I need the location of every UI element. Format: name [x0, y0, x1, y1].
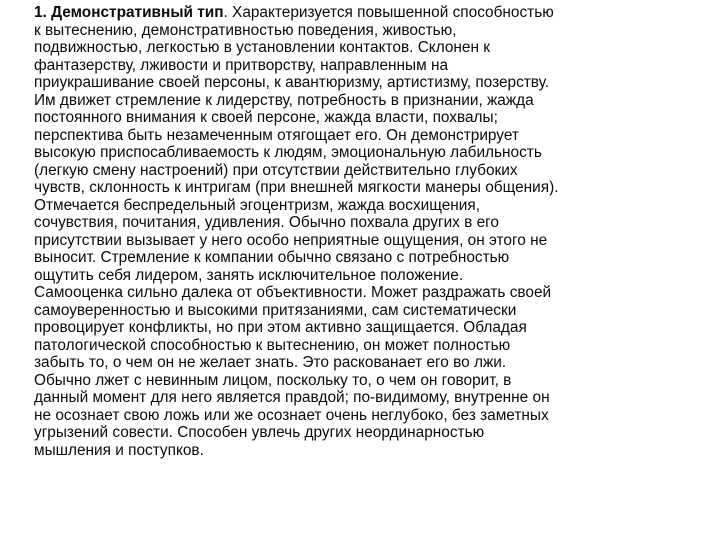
text-line-4: фантазерству, лживости и притворству, направленным на: [34, 56, 449, 74]
text-line-19: провоцирует конфликты, но при этом активно защищается. Обладая: [34, 319, 527, 336]
text-line-2: к вытеснению, демонстративностью поведения, живостью,: [34, 21, 457, 39]
text-line-17: Самооценка сильно далека от объективности. Может раздражать своей: [34, 284, 552, 301]
text-line-14: присутствии вызывает у него особо неприятные ощущения, он этого не: [34, 231, 548, 249]
text-line-13: сочувствия, почитания, удивления. Обычно похвала других в его: [34, 214, 499, 231]
text-line-10: (легкую смену настроений) при отсутствии действительно глубоких: [34, 161, 518, 179]
description-paragraph: [34, 4, 714, 459]
text-line-22: Обычно лжет с невинным лицом, поскольку то, о чем он говорит, в: [34, 371, 512, 389]
text-line-1: [34, 4, 714, 22]
text-line-21: забыть то, о чем он не желает знать. Это раскованает его во лжи.: [34, 354, 507, 371]
text-line-8: перспектива быть незамеченным отягощает его. Он демонстрирует: [34, 126, 519, 144]
text-line-18: самоуверенностью и высокими притязаниями, сам систематически: [34, 301, 517, 319]
text-line-26: мышления и поступков.: [34, 441, 204, 459]
text-line-23: данный момент для него является правдой; по-видимому, внутренне он: [34, 389, 550, 406]
text-line-12: Отмечается беспредельный эгоцентризм, жажда восхищения,: [34, 196, 480, 214]
type-term: 1. Демонстративный тип: [34, 4, 224, 21]
text-line-7: постоянного внимания к своей персоне, жажда власти, похвалы;: [34, 109, 498, 126]
text-line-9: высокую приспосабливаемость к людям, эмоциональную лабильность: [34, 144, 542, 161]
text-line-15: выносит. Стремление к компании обычно связано с потребностью: [34, 249, 510, 266]
text-line-24: не осознает свою ложь или же осознает очень неглубоко, без заметных: [34, 406, 549, 424]
text-line-11: чувств, склонность к интригам (при внешней мягкости манеры общения).: [34, 179, 559, 196]
text-line-20: патологической способностью к вытеснению, он может полностью: [34, 336, 511, 354]
text-line-5: приукрашивание своей персоны, к авантюризму, артистизму, позерству.: [34, 74, 550, 91]
text-line-3: подвижностью, легкостью в установлении контактов. Склонен к: [34, 39, 490, 56]
text-line-25: угрызений совести. Способен увлечь других неординарностью: [34, 424, 485, 441]
text-line-16: ощутить себя лидером, занять исключительное положение.: [34, 266, 464, 284]
text-line-6: Им движет стремление к лидерству, потребность в признании, жажда: [34, 91, 534, 109]
text-line-1-rest: . Характеризуется повышенной способностью: [223, 4, 554, 21]
